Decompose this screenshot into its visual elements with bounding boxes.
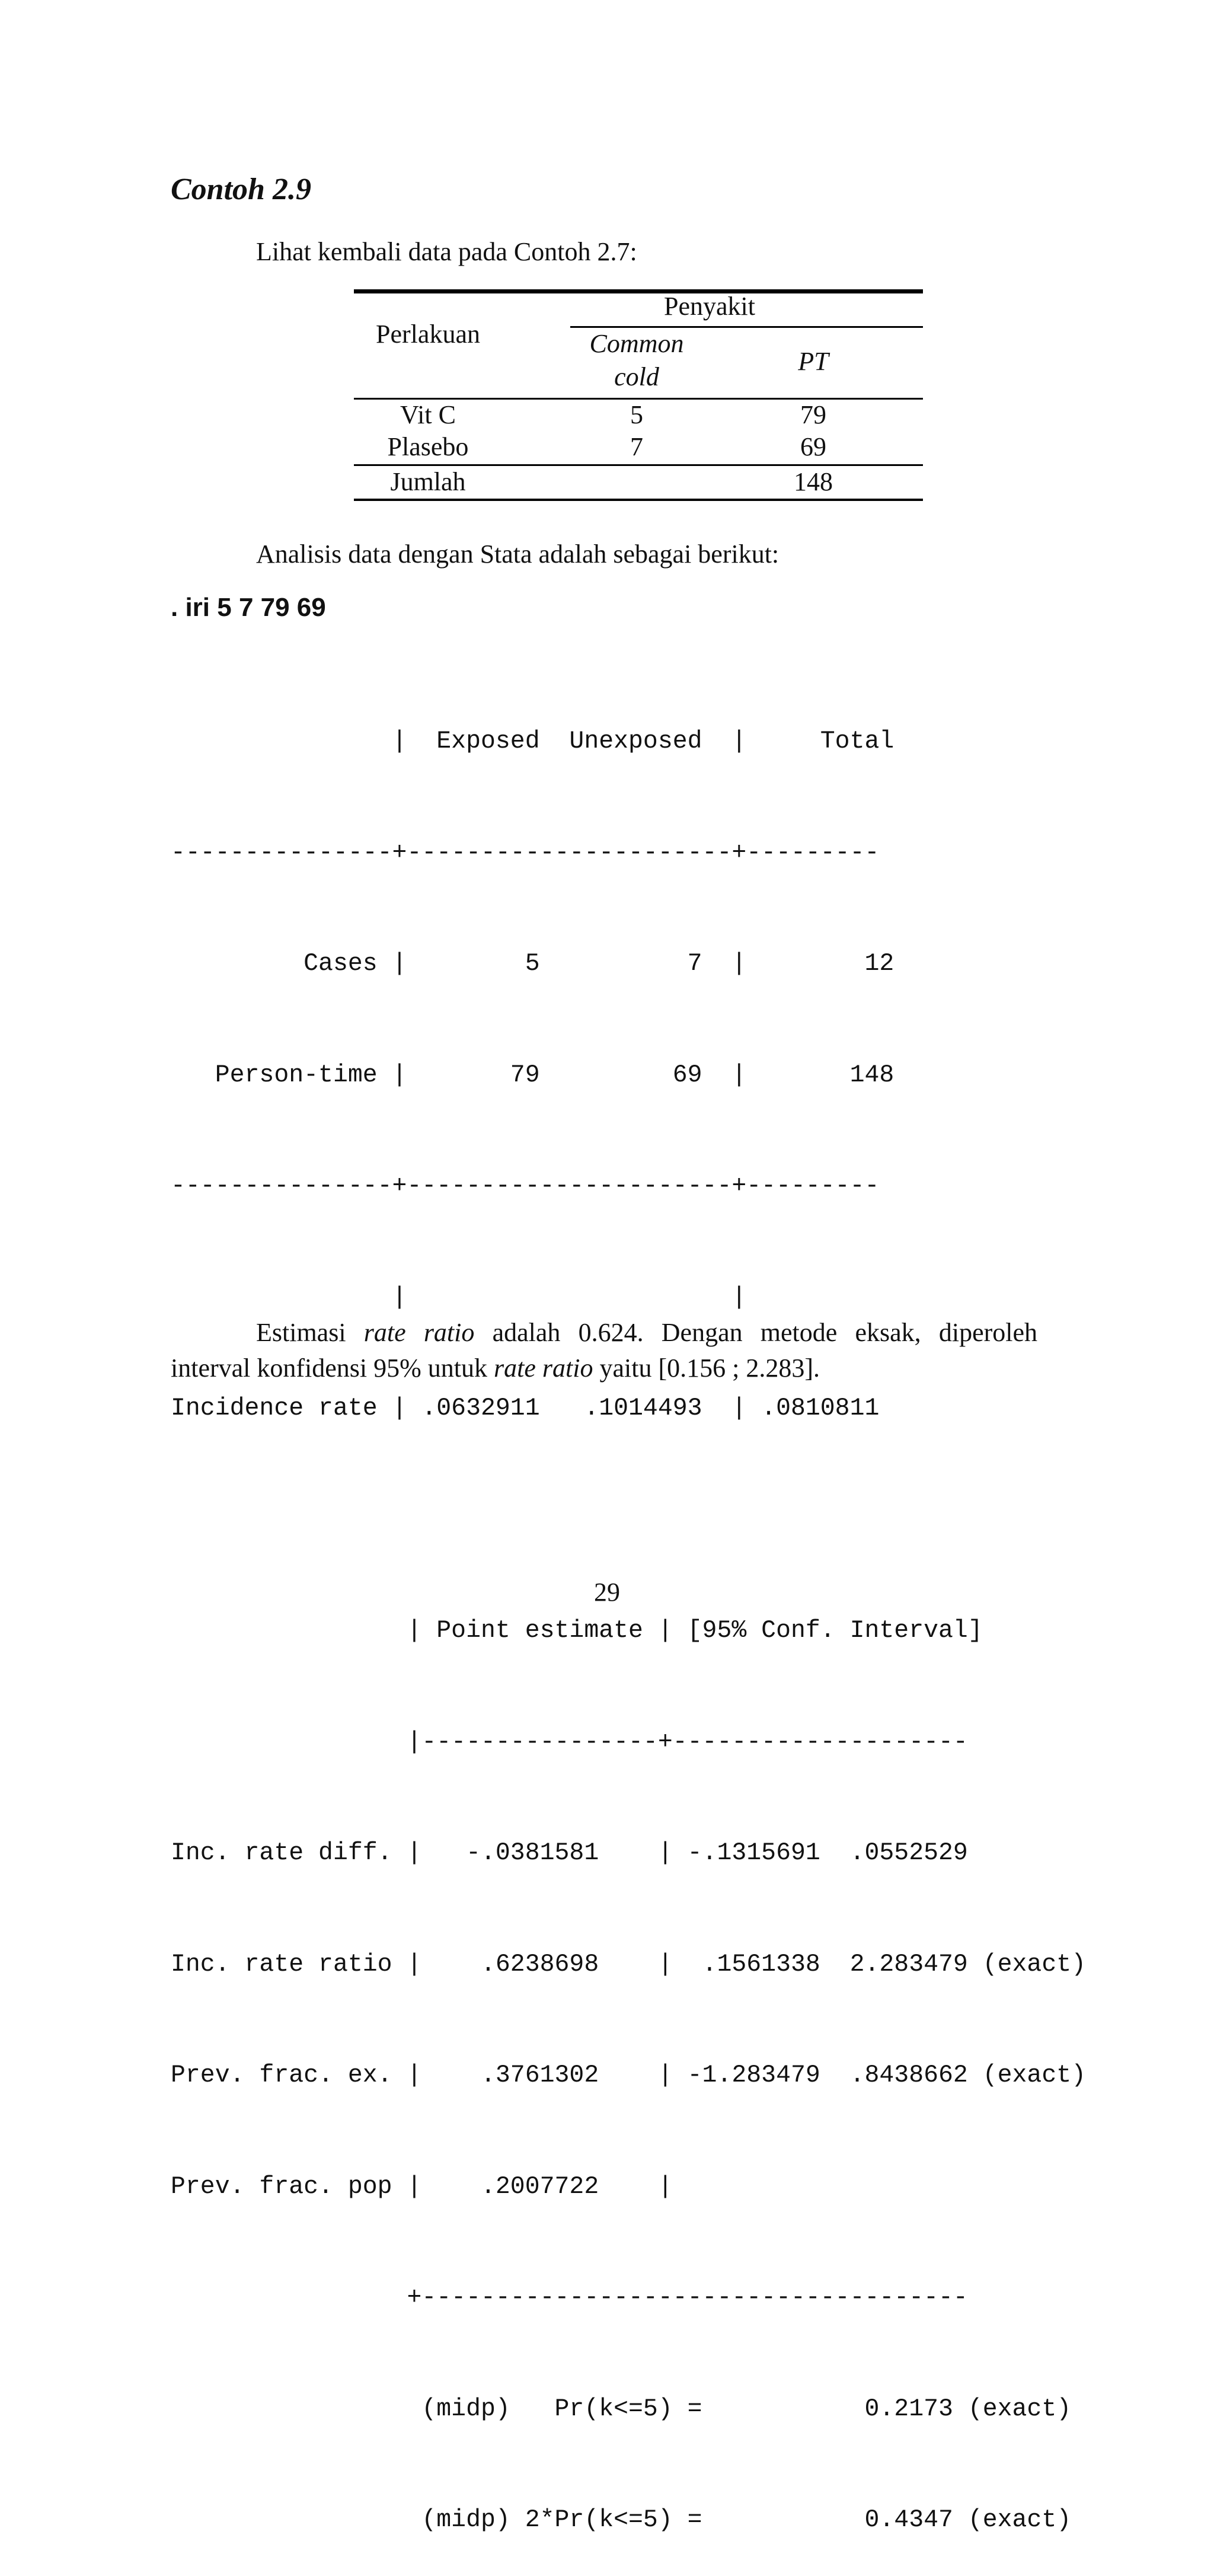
- conclusion-emphasis: rate ratio: [363, 1318, 475, 1347]
- row-value: 79: [800, 400, 826, 429]
- output-line: (midp) 2*Pr(k<=5) = 0.4347 (exact): [171, 2506, 1072, 2534]
- row-header: Perlakuan: [376, 320, 480, 349]
- col-header-pt: PT: [798, 347, 829, 376]
- row-value: 5: [630, 400, 643, 429]
- conclusion-text: yaitu [0.156 ; 2.283].: [593, 1354, 820, 1383]
- row-label: Plasebo: [387, 432, 469, 461]
- total-top-rule: [354, 464, 923, 466]
- section-heading: Contoh 2.9: [171, 173, 311, 206]
- row-value: 7: [630, 432, 643, 461]
- output-line: [171, 1502, 1086, 1539]
- page-number: 29: [594, 1578, 620, 1607]
- conclusion-text: adalah 0.624. Dengan metode eksak, diperoleh: [474, 1318, 1037, 1347]
- table-top-rule: [354, 289, 923, 293]
- conclusion-text: interval konfidensi 95% untuk: [171, 1354, 494, 1383]
- group-header-rule: [570, 326, 923, 328]
- analysis-paragraph: Analisis data dengan Stata adalah sebagai berikut:: [256, 540, 779, 569]
- output-line: ---------------+----------------------+---------: [171, 1172, 880, 1200]
- table-bottom-rule: [354, 499, 923, 501]
- output-line: Inc. rate diff. | -.0381581 | -.1315691 .0552529: [171, 1839, 968, 1867]
- conclusion-emphasis: rate ratio: [494, 1354, 593, 1383]
- data-table: [354, 289, 923, 501]
- output-line: Prev. frac. pop | .2007722 |: [171, 2172, 673, 2201]
- col-header-cold: cold: [614, 362, 659, 391]
- output-line: |----------------+--------------------: [171, 1728, 968, 1756]
- total-value: 148: [794, 467, 833, 496]
- stata-command: . iri 5 7 79 69: [171, 593, 326, 622]
- output-line: | |: [171, 1283, 747, 1311]
- output-line: Inc. rate ratio | .6238698 | .1561338 2.283479 (exact): [171, 1950, 1087, 1978]
- output-line: +-------------------------------------: [171, 2284, 968, 2312]
- row-label: Vit C: [400, 400, 456, 429]
- col-header-common: Common: [589, 329, 684, 358]
- output-line: (midp) Pr(k<=5) = 0.2173 (exact): [171, 2395, 1072, 2423]
- output-line: | Point estimate | [95% Conf. Interval]: [171, 1617, 983, 1645]
- output-line: Incidence rate | .0632911 .1014493 | .0810811: [171, 1394, 880, 1422]
- stata-output: [171, 649, 1086, 2576]
- conclusion-paragraph: [171, 1315, 1037, 1386]
- row-value: 69: [800, 432, 826, 461]
- conclusion-text: Estimasi: [256, 1318, 364, 1347]
- output-line: ---------------+----------------------+---------: [171, 838, 880, 867]
- output-line: | Exposed Unexposed | Total: [171, 727, 894, 755]
- output-line: Prev. frac. ex. | .3761302 | -1.283479 .8438662 (exact): [171, 2061, 1087, 2089]
- output-line: Cases | 5 7 | 12: [171, 950, 894, 978]
- intro-paragraph: Lihat kembali data pada Contoh 2.7:: [256, 237, 637, 266]
- total-label: Jumlah: [390, 467, 466, 496]
- group-header: Penyakit: [664, 292, 755, 321]
- output-line: Person-time | 79 69 | 148: [171, 1061, 894, 1089]
